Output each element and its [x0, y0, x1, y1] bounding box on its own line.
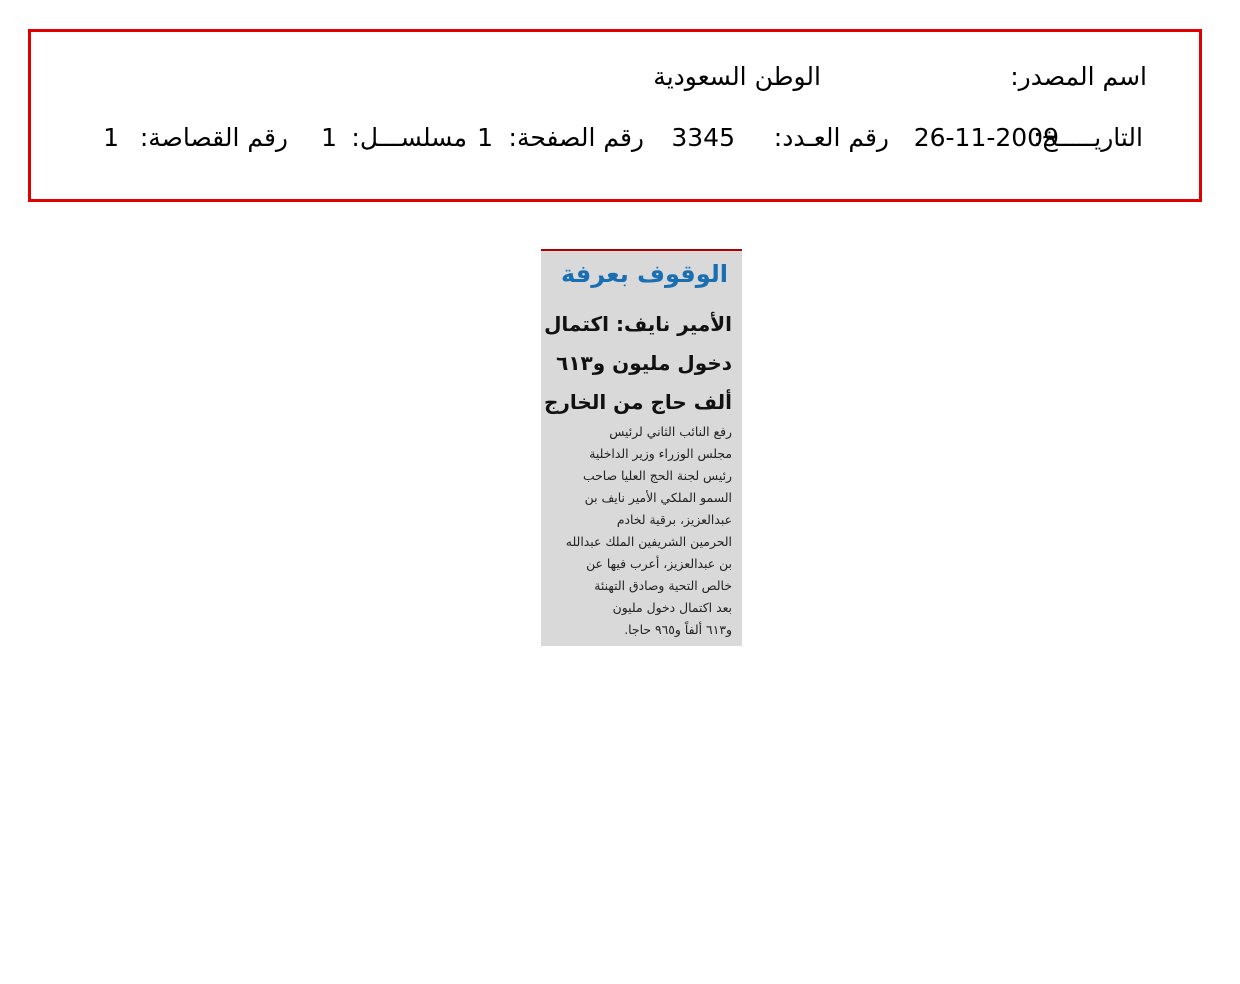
- body-line: رفع النائب الثاني لرئيس: [609, 424, 732, 439]
- issue-number-value: 3345: [671, 123, 735, 152]
- body-line: خالص التحية وصادق التهنئة: [594, 578, 732, 593]
- page-number-label: رقم الصفحة:: [508, 123, 644, 152]
- date-label: التاريـــــخ:: [1033, 123, 1143, 152]
- source-label: اسم المصدر:: [1010, 62, 1147, 91]
- issue-number-label: رقم العـدد:: [773, 123, 889, 152]
- serial-label: مسلســـل:: [351, 123, 467, 152]
- body-line: مجلس الوزراء وزير الداخلية: [589, 446, 732, 461]
- source-value: الوطن السعودية: [653, 62, 821, 91]
- body-line: بعد اكتمال دخول مليون: [612, 600, 732, 615]
- body-line: رئيس لجنة الحج العليا صاحب: [582, 468, 732, 483]
- headline-line: الأمير نايف: اكتمال: [544, 312, 732, 336]
- body-line: عبدالعزيز، برقية لخادم: [616, 512, 732, 527]
- serial-value: 1: [321, 123, 337, 152]
- newspaper-clipping: [541, 249, 742, 646]
- body-line: الحرمين الشريفين الملك عبدالله: [565, 534, 732, 549]
- clipping-number-label: رقم القصاصة:: [139, 123, 288, 152]
- metadata-frame: [28, 29, 1202, 202]
- clipping-kicker: الوقوف بعرفة: [560, 260, 728, 288]
- clipping-number-value: 1: [103, 123, 119, 152]
- headline-line: ألف حاج من الخارج: [543, 390, 732, 414]
- body-line: بن عبدالعزيز، أعرب فيها عن: [586, 556, 732, 571]
- date-value: 26-11-2009: [913, 123, 1059, 152]
- body-line: السمو الملكي الأمير نايف بن: [584, 490, 732, 505]
- body-line: و٦١٣ ألفاً و٩٦٥ حاجا.: [624, 622, 732, 637]
- page-number-value: 1: [477, 123, 493, 152]
- clipping-headline: [543, 305, 732, 422]
- clipping-body: [548, 421, 732, 641]
- headline-line: دخول مليون و٦١٣: [556, 351, 732, 375]
